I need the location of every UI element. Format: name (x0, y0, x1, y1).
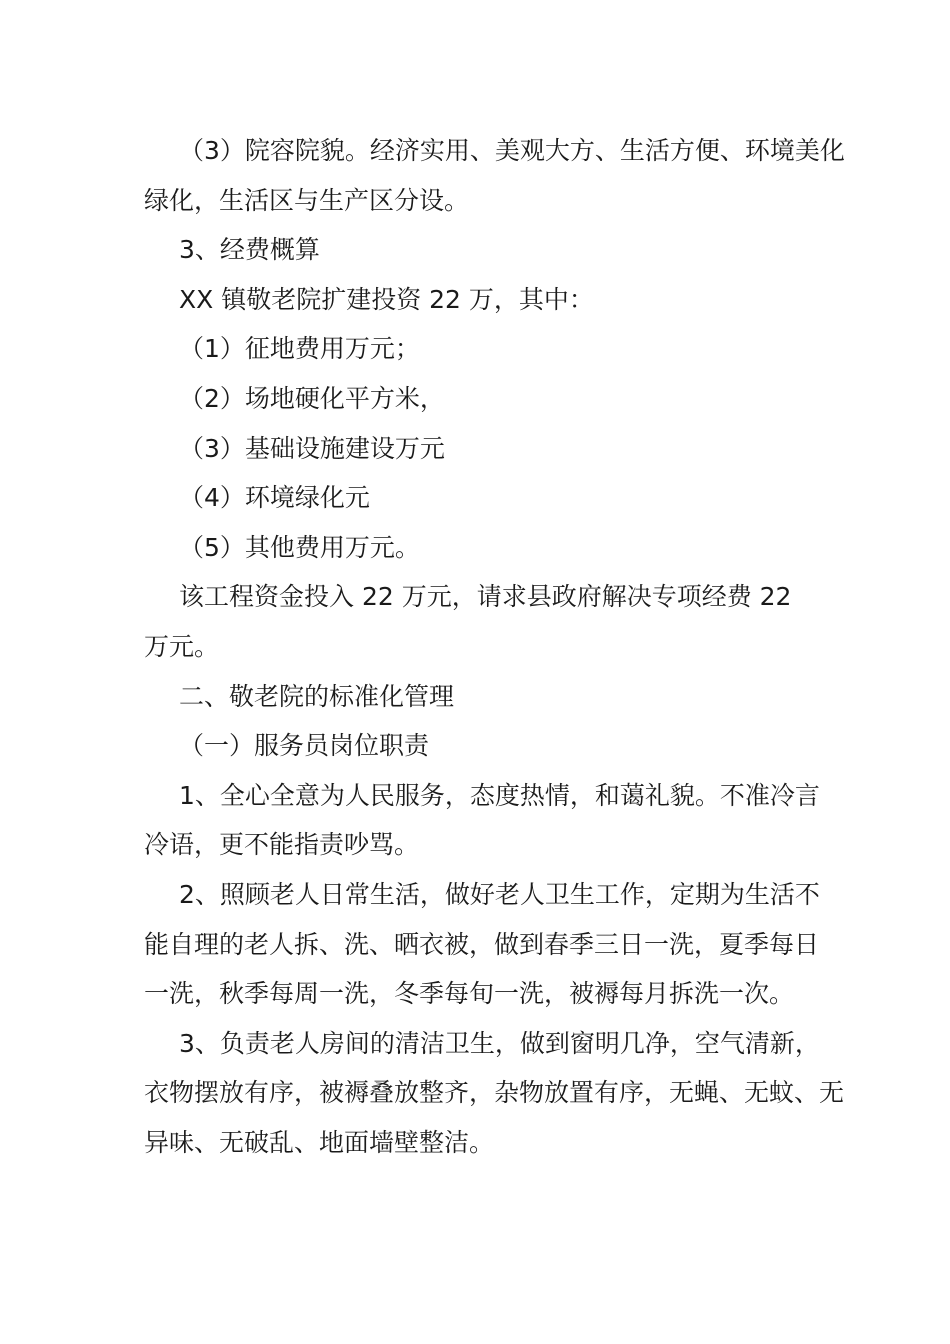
text-line: 绿化，生活区与生产区分设。 (144, 185, 470, 215)
text-line: 该工程资金投入 22 万元，请求县政府解决专项经费 22 (179, 582, 792, 612)
text-line: 二、敬老院的标准化管理 (179, 681, 455, 711)
list-item-land-fee (144, 324, 810, 374)
text-line: （1）征地费用万元； (179, 334, 420, 364)
paragraph-investment (144, 275, 810, 325)
list-item-other-fees (144, 523, 810, 573)
text-line: 能自理的老人拆、洗、晒衣被，做到春季三日一洗，夏季每日 (144, 929, 820, 959)
document-page (144, 126, 845, 1167)
list-item-infrastructure (144, 424, 810, 474)
text-line: 3、负责老人房间的清洁卫生，做到窗明几净，空气清新， (179, 1028, 820, 1058)
text-line: 万元。 (144, 631, 220, 661)
text-line: 异味、无破乱、地面墙壁整洁。 (144, 1127, 495, 1157)
text-line: XX 镇敬老院扩建投资 22 万，其中： (179, 284, 594, 314)
paragraph-funding-request (144, 572, 810, 671)
text-line: 冷语，更不能指责吵骂。 (144, 830, 420, 860)
text-line: （一）服务员岗位职责 (179, 731, 430, 761)
list-item-site-hardening (144, 374, 810, 424)
text-line: （5）其他费用万元。 (179, 532, 420, 562)
text-line: 一洗，秋季每周一洗，冬季每旬一洗，被褥每月拆洗一次。 (144, 979, 795, 1009)
paragraph-duty-3 (144, 1019, 845, 1168)
text-line: 3、经费概算 (179, 235, 320, 265)
list-item-greening (144, 473, 810, 523)
heading-standard-management (144, 672, 810, 722)
heading-staff-duties (144, 721, 810, 771)
text-line: 2、照顾老人日常生活，做好老人卫生工作，定期为生活不 (179, 879, 820, 909)
text-line: 衣物摆放有序，被褥叠放整齐，杂物放置有序，无蝇、无蚊、无 (144, 1078, 845, 1108)
text-line: （3）基础设施建设万元 (179, 433, 445, 463)
paragraph-duty-2 (144, 870, 820, 1019)
text-line: （3）院容院貌。经济实用、美观大方、生活方便、环境美化 (179, 136, 845, 165)
text-line: （2）场地硬化平方米， (179, 383, 445, 413)
paragraph-duty-1 (144, 771, 820, 870)
heading-budget-estimate (144, 225, 810, 275)
paragraph-campus-appearance (144, 126, 845, 225)
text-line: （4）环境绿化元 (179, 483, 370, 513)
text-line: 1、全心全意为人民服务，态度热情，和蔼礼貌。不准冷言 (179, 780, 820, 810)
